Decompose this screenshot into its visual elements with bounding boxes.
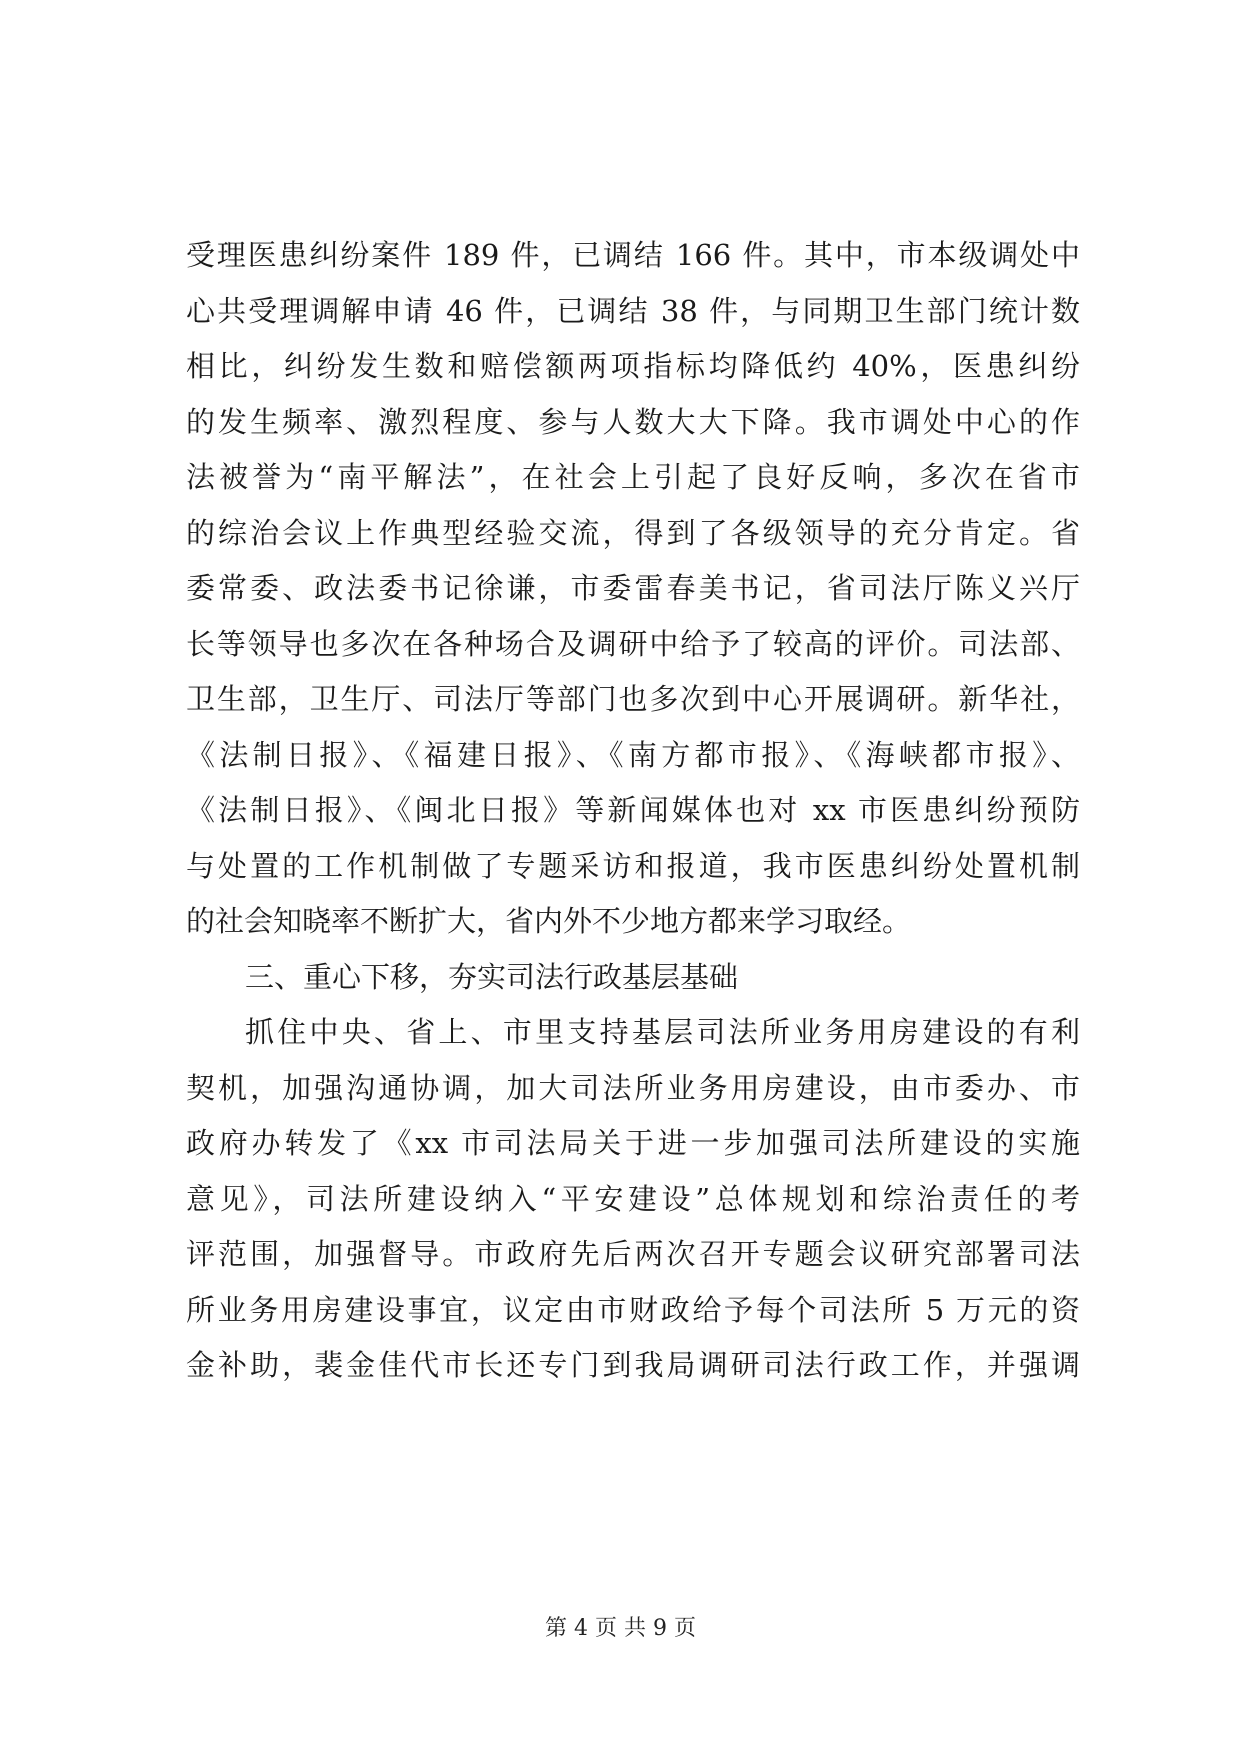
document-body (186, 228, 1080, 1394)
text-line: 与处置的工作机制做了专题采访和报道，我市医患纠纷处置机制 (186, 848, 1080, 883)
text-line: 长等领导也多次在各种场合及调研中给予了较高的评价。司法部、 (186, 626, 1080, 661)
text-line: 金补助，裴金佳代市长还专门到我局调研司法行政工作，并强调 (186, 1348, 1080, 1382)
text-line: 的发生频率、激烈程度、参与人数大大下降。我市调处中心的作 (186, 404, 1080, 439)
section-heading: 三、重心下移，夯实司法行政基层基础 (245, 959, 739, 994)
text-line: 《法制日报》、《福建日报》、《南方都市报》、《海峡都市报》、 (186, 737, 1080, 772)
text-line: 心共受理调解申请 46 件，已调结 38 件，与同期卫生部门统计数 (186, 293, 1080, 328)
text-line: 《法制日报》、《闽北日报》等新闻媒体也对 xx 市医患纠纷预防 (186, 793, 1080, 827)
text-line: 评范围，加强督导。市政府先后两次召开专题会议研究部署司法 (186, 1237, 1080, 1271)
text-line: 委常委、政法委书记徐谦，市委雷春美书记，省司法厅陈义兴厅 (186, 571, 1080, 605)
text-line: 抓住中央、省上、市里支持基层司法所业务用房建设的有利 (245, 1015, 1080, 1049)
text-line: 法被誉为“南平解法”，在社会上引起了良好反响，多次在省市 (186, 460, 1080, 494)
text-line: 受理医患纠纷案件 189 件，已调结 166 件。其中，市本级调处中 (186, 238, 1080, 272)
text-line: 政府办转发了《xx 市司法局关于进一步加强司法所建设的实施 (186, 1126, 1080, 1160)
text-line: 意见》，司法所建设纳入“平安建设”总体规划和综治责任的考 (186, 1181, 1080, 1216)
text-line: 契机，加强沟通协调，加大司法所业务用房建设，由市委办、市 (186, 1070, 1080, 1105)
text-line: 所业务用房建设事宜，议定由市财政给予每个司法所 5 万元的资 (186, 1292, 1080, 1327)
text-line: 相比，纠纷发生数和赔偿额两项指标均降低约 40%，医患纠纷 (186, 349, 1080, 383)
text-line: 的社会知晓率不断扩大，省内外不少地方都来学习取经。 (186, 904, 912, 938)
text-line: 的综治会议上作典型经验交流，得到了各级领导的充分肯定。省 (186, 515, 1080, 550)
page-number: 第 4 页 共 9 页 (545, 1616, 696, 1641)
text-line: 卫生部，卫生厅、司法厅等部门也多次到中心开展调研。新华社， (186, 682, 1080, 716)
